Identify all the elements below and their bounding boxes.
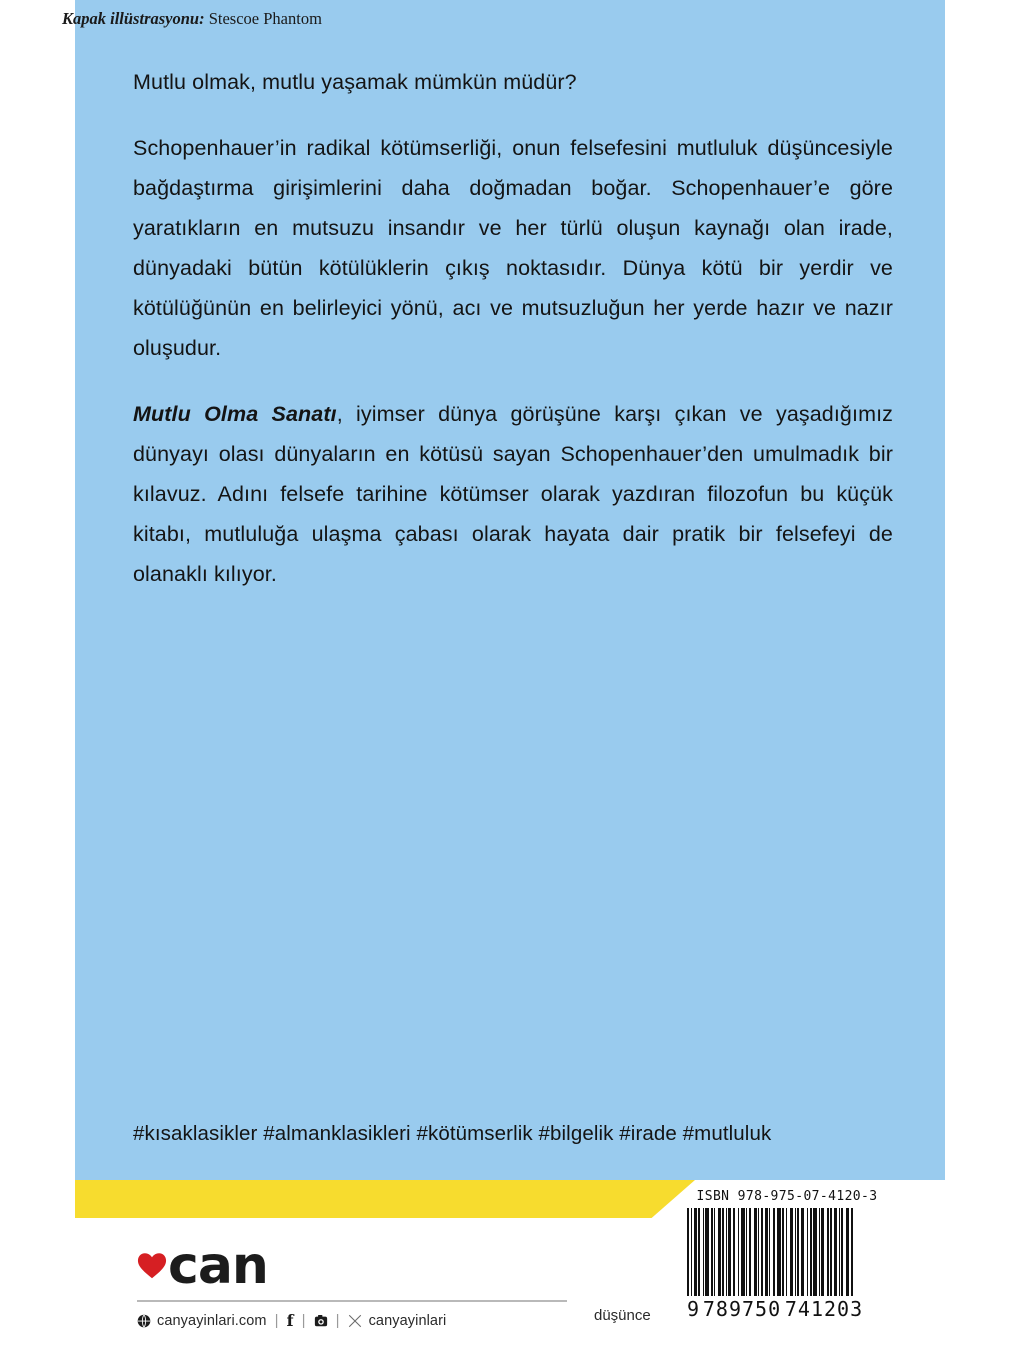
barcode-digits: [687, 1297, 883, 1321]
website-link[interactable]: canyayinlari.com: [157, 1312, 267, 1329]
barcode-bars: [687, 1208, 883, 1296]
barcode-block: [687, 1189, 887, 1321]
globe-icon: [137, 1314, 151, 1328]
barcode-right-group: 741203: [784, 1297, 864, 1321]
imprint-label: düşünce: [594, 1307, 651, 1324]
publisher-name: can: [168, 1236, 268, 1296]
x-twitter-icon[interactable]: [348, 1314, 362, 1328]
publisher-divider: [137, 1300, 567, 1302]
heart-icon: [137, 1251, 167, 1281]
isbn-text: ISBN 978-975-07-4120-3: [696, 1189, 878, 1204]
publisher-logo: [137, 1236, 567, 1296]
barcode-left-group: 789750: [702, 1297, 782, 1321]
facebook-icon[interactable]: f: [286, 1311, 294, 1330]
blurb-paragraph-2-rest: , iyimser dünya görüşüne karşı çıkan ve yaşadığımız dünyayı olası dünyaların en kötüsü sayan Schopenhauer’den umulmadık bir kılavuz. Adını felsefe tarihine kötümser olarak yazdıran filozofun bu küçük kitabı, mutluluğa ulaşma çabası olarak hayata dair pratik bir felsefeyi de olanaklı kılıyor.: [133, 402, 893, 586]
book-title: Mutlu Olma Sanatı: [133, 402, 337, 426]
credit-label: Kapak illüstrasyonu:: [62, 9, 205, 28]
cover-illustration-credit: [62, 9, 322, 29]
instagram-icon[interactable]: [314, 1314, 328, 1328]
credit-value: Stescoe Phantom: [208, 9, 322, 28]
barcode-tail: [865, 1297, 879, 1321]
separator-1: |: [274, 1312, 279, 1329]
publisher-block: [137, 1236, 567, 1330]
separator-2: |: [301, 1312, 306, 1329]
blurb-paragraph-1: Schopenhauer’in radikal kötümserliği, onun felsefesini mutluluk düşüncesiyle bağdaştırma girişimlerini daha doğmadan boğar. Schopenhauer’e göre yaratıkların en mutsuzu insandır ve her türlü oluşun kaynağı olan irade, dünyadaki bütün kötülüklerin çıkış noktasıdır. Dünya kötü bir yerdir ve kötülüğünün en belirleyici yönü, acı ve mutsuzluğun her yerde hazır ve nazır oluşudur.: [133, 136, 893, 360]
social-handle[interactable]: canyayinlari: [368, 1312, 447, 1329]
hashtag-line: #kısaklasikler #almanklasikleri #kötümserlik #bilgelik #irade #mutluluk: [133, 1122, 772, 1145]
blurb-text-block: [133, 62, 893, 594]
blurb-question: Mutlu olmak, mutlu yaşamak mümkün müdür?: [133, 70, 577, 94]
blurb-paragraph-2: [133, 394, 893, 594]
credit-band: [75, 1180, 695, 1218]
social-links-row: [137, 1311, 567, 1330]
cover-panel: [75, 0, 945, 1180]
barcode-lead-digit: 9: [687, 1297, 701, 1321]
separator-3: |: [335, 1312, 340, 1329]
